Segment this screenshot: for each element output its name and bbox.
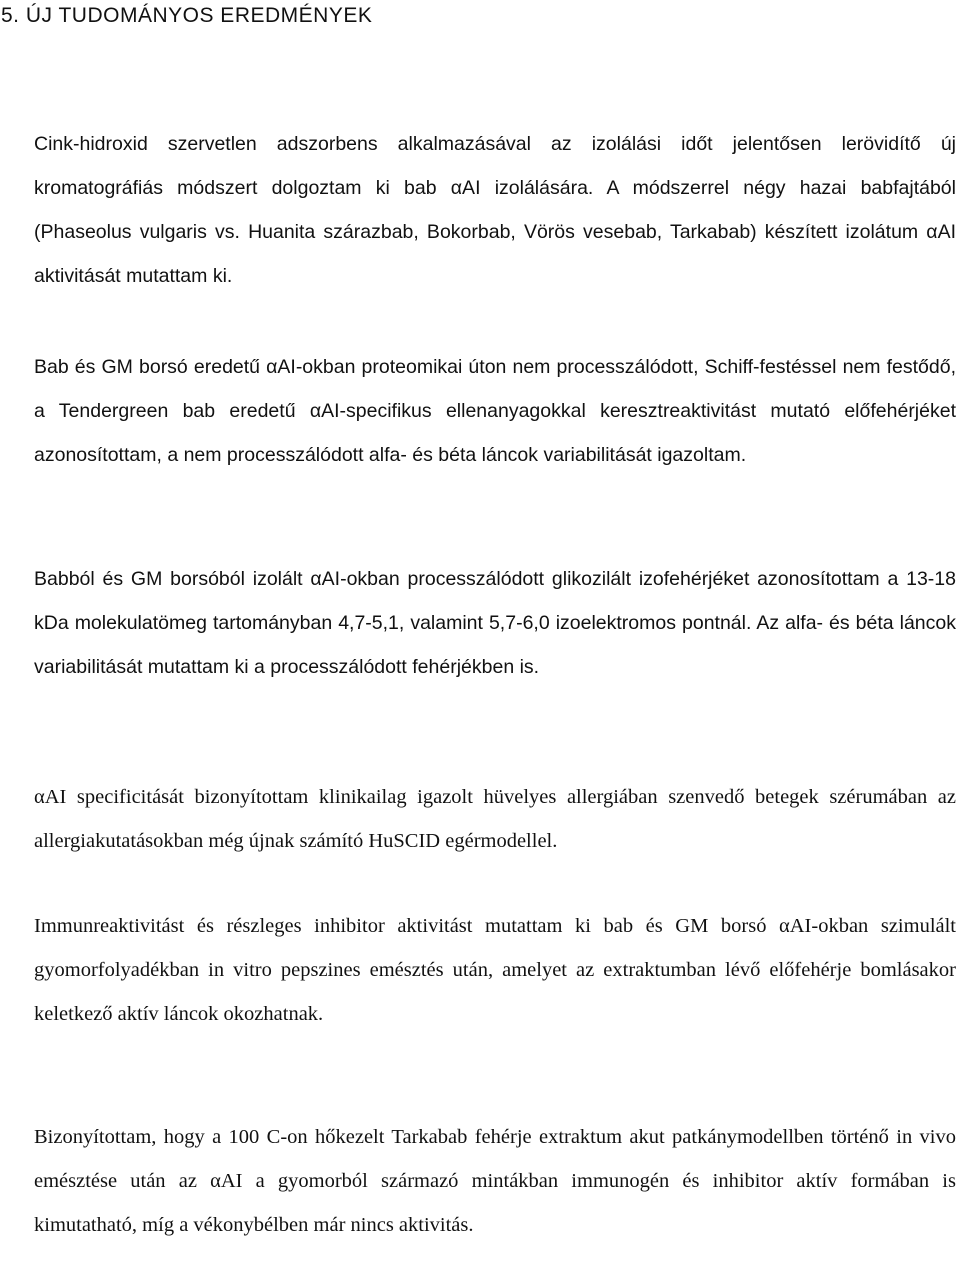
result-item-2-body: [6, 345, 956, 477]
result-item-6-body: [6, 1115, 956, 1247]
result-item-5: [6, 904, 956, 1036]
result-item-5-body: [6, 904, 956, 1036]
result-item-3: [6, 557, 956, 689]
result-item-1-text: Cink-hidroxid szervetlen adszorbens alkalmazásával az izolálási időt jelentősen lerövidítő új kromatográfiás módszert dolgoztam ki bab αAI izolálására. A módszerrel négy hazai babfajtából (Phaseolus vulgaris vs. Huanita szárazbab, Bokorbab, Vörös vesebab, Tarkabab) készített izolátum αAI aktivitását mutattam ki.: [34, 133, 956, 287]
result-item-6: [6, 1115, 956, 1247]
result-item-2-text: Bab és GM borsó eredetű αAI-okban proteomikai úton nem processzálódott, Schiff-festéssel nem festődő, a Tendergreen bab eredetű αAI-specifikus ellenanyagokkal keresztreaktivitást mutató előfehérjéket azonosítottam, a nem processzálódott alfa- és béta láncok variabilitását igazoltam.: [34, 356, 956, 466]
result-item-5-number: [6, 904, 34, 948]
result-item-6-text: Bizonyítottam, hogy a 100 C-on hőkezelt Tarkabab fehérje extraktum akut patkánymodellben történő in vivo emésztése után az αAI a gyomorból származó mintákban immunogén és inhibitor aktív formában is kimutatható, míg a vékonybélben már nincs aktivitás.: [34, 1126, 956, 1236]
result-item-3-text: Babból és GM borsóból izolált αAI-okban processzálódott glikozilált izofehérjéket azonosítottam a 13-18 kDa molekulatömeg tartományban 4,7-5,1, valamint 5,7-6,0 izoelektromos pontnál. Az alfa- és béta láncok variabilitását mutattam ki a processzálódott fehérjékben is.: [34, 568, 956, 678]
result-item-5-text: Immunreaktivitást és részleges inhibitor aktivitást mutattam ki bab és GM borsó αAI-okban szimulált gyomorfolyadékban in vitro pepszines emésztés után, amelyet az extraktumban lévő előfehérje bomlásakor keletkező aktív láncok okozhatnak.: [34, 915, 956, 1025]
result-item-3-number: [6, 557, 34, 601]
result-item-2: [6, 345, 956, 477]
result-item-3-body: [6, 557, 956, 689]
result-item-6-number: [6, 1115, 34, 1159]
result-item-1: [6, 122, 956, 298]
result-item-4-text: αAI specificitását bizonyítottam klinikailag igazolt hüvelyes allergiában szenvedő betegek szérumában az allergiakutatásokban még újnak számító HuSCID egérmodellel.: [34, 786, 956, 852]
section-heading: 5. ÚJ TUDOMÁNYOS EREDMÉNYEK: [1, 4, 373, 27]
result-item-4-number: [6, 775, 34, 819]
result-item-4: [6, 775, 956, 863]
result-item-1-body: [6, 122, 956, 298]
result-item-1-number: [6, 122, 34, 166]
result-item-2-number: [6, 345, 34, 389]
result-item-4-body: [6, 775, 956, 863]
